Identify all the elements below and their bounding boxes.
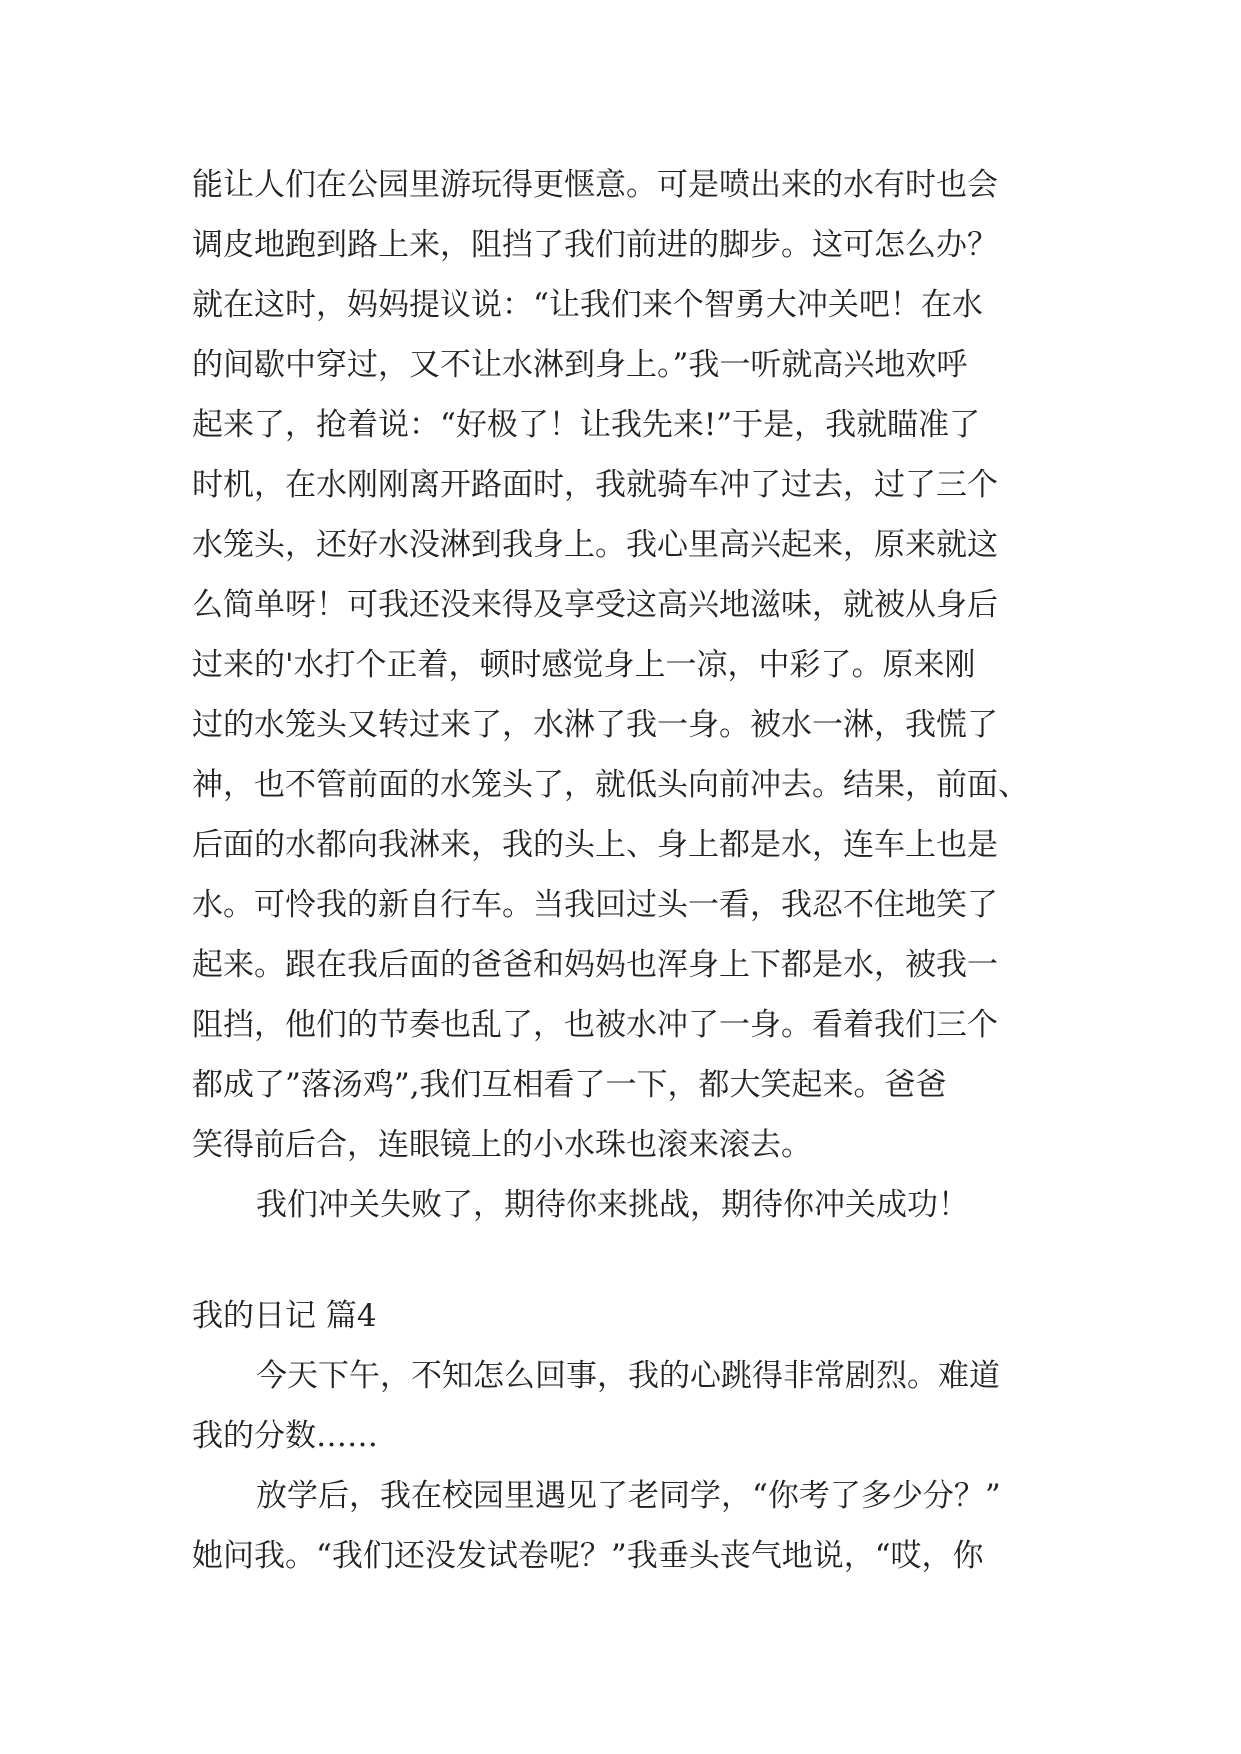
section-heading: 我的日记 篇4 [192, 1298, 377, 1334]
text-line: 起来了，抢着说：“好极了！让我先来!”于是，我就瞄准了 [192, 407, 981, 443]
text-line: 过的水笼头又转过来了，水淋了我一身。被水一淋，我慌了 [192, 707, 998, 743]
text-line: 今天下午，不知怎么回事，我的心跳得非常剧烈。难道 [256, 1358, 1000, 1394]
text-line: 过来的'水打个正着，顿时感觉身上一凉，中彩了。原来刚 [192, 647, 976, 683]
text-line: 放学后，我在校园里遇见了老同学，“你考了多少分？” [256, 1478, 1001, 1514]
text-line: 调皮地跑到路上来，阻挡了我们前进的脚步。这可怎么办？ [192, 227, 998, 263]
text-line: 阻挡，他们的节奏也乱了，也被水冲了一身。看着我们三个 [192, 1007, 998, 1043]
text-line: 水。可怜我的新自行车。当我回过头一看，我忍不住地笑了 [192, 887, 998, 923]
text-line: 就在这时，妈妈提议说：“让我们来个智勇大冲关吧！在水 [192, 287, 983, 323]
text-line: 水笼头，还好水没淋到我身上。我心里高兴起来，原来就这 [192, 527, 998, 563]
text-line: 她问我。“我们还没发试卷呢？”我垂头丧气地说，“哎，你 [192, 1538, 984, 1574]
text-line: 么简单呀！可我还没来得及享受这高兴地滋味，就被从身后 [192, 587, 998, 623]
text-line: 都成了”落汤鸡”,我们互相看了一下，都大笑起来。爸爸 [192, 1067, 947, 1103]
text-line: 我的分数…… [192, 1418, 378, 1454]
text-line: 笑得前后合，连眼镜上的小水珠也滚来滚去。 [192, 1127, 812, 1163]
text-line: 起来。跟在我后面的爸爸和妈妈也浑身上下都是水，被我一 [192, 947, 998, 983]
text-line: 后面的水都向我淋来，我的头上、身上都是水，连车上也是 [192, 827, 998, 863]
closing-paragraph: 我们冲关失败了，期待你来挑战，期待你冲关成功！ [256, 1187, 969, 1223]
text-line: 时机，在水刚刚离开路面时，我就骑车冲了过去，过了三个 [192, 467, 998, 503]
text-line: 神，也不管前面的水笼头了，就低头向前冲去。结果，前面、 [192, 767, 1029, 803]
text-line: 的间歇中穿过，又不让水淋到身上。”我一听就高兴地欢呼 [192, 347, 968, 383]
text-line: 能让人们在公园里游玩得更惬意。可是喷出来的水有时也会 [192, 167, 998, 203]
